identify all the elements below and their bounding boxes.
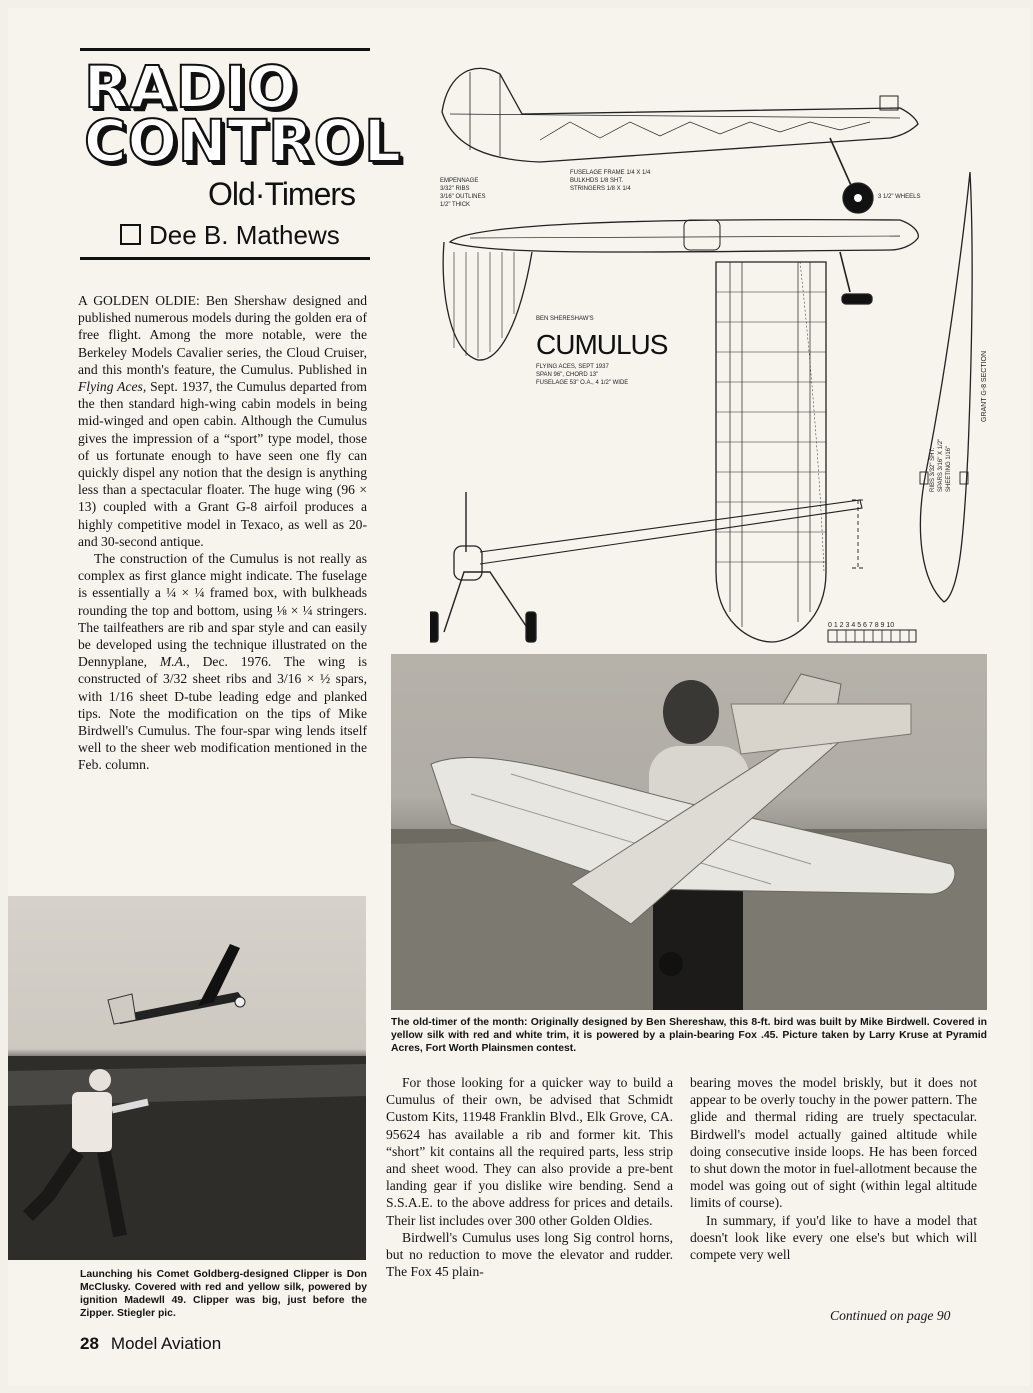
paragraph-summary: In summary, if you'd like to have a model that doesn't look like every one else's but which will compete very well [690,1212,977,1263]
launch-photo-clipper [8,896,366,1260]
paragraph-control-horns: Birdwell's Cumulus uses long Sig control horns, but no reduction to move the elevator and rudder. The Fox 45 plain- [386,1229,673,1280]
scale-numbers: 0 1 2 3 4 5 6 7 8 9 10 [828,622,895,629]
empennage-label: EMPENNAGE [440,178,479,184]
author-name: Dee B. Mathews [149,220,340,250]
article-column-3 [690,1074,977,1263]
stabilizer-outline [443,242,532,360]
wheels-label: 3 1/2" WHEELS [878,194,921,200]
header-top-rule [80,48,370,51]
cumulus-plan-drawing [430,52,990,652]
svg-text:STRINGERS 1/8 X 1/4: STRINGERS 1/8 X 1/4 [570,186,631,192]
paragraph-schmidt-kits: For those looking for a quicker way to build a Cumulus of their own, be advised that Schmidt Custom Kits, 11948 Franklin Blvd., Elk Grove, CA. 95624 has available a rib and former kit. This “short” kit contains all the required parts, less strip and sheet wood. They can also provide a pre-bent landing gear if you dislike wire bending. Send a S.S.A.E. to the above address for prices and details. Their list includes over 300 other Golden Oldies. [386,1075,673,1228]
article-column-2 [386,1074,673,1280]
main-photo-caption: The old-timer of the month: Originally designed by Ben Shereshaw, this 8-ft. bird was built by Mike Birdwell. Covered in yellow silk with red and white trim, it is powered by a plain-bearing Fox .45. Picture taken by Larry Kruse at Pyramid Acres, Fort Worth Plainsmen contest. [391,1017,987,1054]
article-column-1 [78,292,367,774]
wing-spec-1: RIBS 3/32" SHT. [930,447,936,492]
launch-photo-caption: Launching his Comet Goldberg-designed Clipper is Don McClusky. Covered with red and yellow silk, powered by ignition Madewll 49. Clipper was big, just before the Zipper. Stiegler pic. [80,1269,367,1319]
title-line-1: RADIO [84,53,298,121]
airfoil-section-label: GRANT G-8 SECTION [981,350,988,422]
wing-spec-3: SHEETING 1/16" [946,445,952,492]
photo-illustration [391,654,987,1010]
fuselage-side-view [442,68,918,162]
fuselage-frame-label: FUSELAGE FRAME 1/4 X 1/4 [570,170,651,176]
page-number: 28 [80,1334,99,1353]
svg-text:3/16" OUTLINES: 3/16" OUTLINES [440,194,486,200]
designer-label: BEN SHERESHAW'S [536,316,594,322]
continued-on-page-link[interactable]: Continued on page 90 [830,1308,951,1323]
wing-planform [716,262,826,642]
main-photo-birdwell-cumulus [391,654,987,1010]
author-byline [120,220,340,251]
header-bottom-rule [80,257,370,260]
plan-title-cumulus: CUMULUS [536,329,668,360]
airfoil-section [920,172,972,602]
spec-line-1: FLYING ACES, SEPT 1937 [536,364,609,370]
checkbox-square-icon [120,224,141,245]
front-view-outline [444,492,530,632]
paragraph-golden-oldie: A GOLDEN OLDIE: Ben Shershaw designed and published numerous models during the golden era of free flight. Among the more notable, were the Berkeley Models Cavalier series, the Cloud Cruiser, and this month's feature, the Cumulus. Published in Flying Aces, Sept. 1937, the Cumulus departed from the then standard high-wing cabin models in being mid-winged and open cabin. Although the Cumulus gives the impression of a “sport” type model, those of us fortunate enough to have seen one fly can quickly dispel any notion that the design is anything less than a spectacular floater. The huge wing (96 × 13) coupled with a Grant G-8 airfoil produces a highly competitive model in Texaco, as well as 20-and 30-second antique. [78,293,367,549]
svg-text:BULKHDS 1/8 SHT.: BULKHDS 1/8 SHT. [570,178,624,184]
spec-line-2: SPAN 96", CHORD 13" [536,372,599,378]
paragraph-construction: The construction of the Cumulus is not really as complex as first glance might indicate. The fuselage is essentially a ¼ × ¼ framed box, with bulkheads rounding the top and bottom, using ⅛ × ¼ stringers. The tailfeathers are rib and spar style and can easily be developed using the technique illustrated on the Dennyplane, M.A., Dec. 1976. The wing is constructed of 3/32 sheet ribs and 3/16 × ½ spars, with 1/16 sheet D-tube leading edge and planked tips. Note the modification on the tips of Mike Birdwell's Cumulus. The four-spar wing lends itself well to the sheer web modification mentioned in the Feb. column. [78,551,367,773]
page-footer [80,1334,221,1354]
svg-text:3/32" RIBS: 3/32" RIBS [440,186,470,192]
svg-text:1/2" THICK: 1/2" THICK [440,202,471,208]
wing-spec-2: SPARS 3/16" X 1/2" [938,438,944,492]
title-line-2: CONTROL [84,107,402,175]
magazine-name: Model Aviation [110,1334,222,1353]
spec-line-3: FUSELAGE 53" O.A., 4 1/2" WIDE [536,380,629,386]
subtitle: Old·Timers [208,176,356,212]
launch-illustration [8,896,366,1260]
paragraph-fox-performance: bearing moves the model briskly, but it does not appear to be overly touchy in the power pattern. The glide and thermal riding are truely spectacular. Birdwell's model actually gained altitude while doing consecutive inside loops. He has been forced to shut down the motor in fuel-allotment because the model was going out of sight (within legal altitude limits of course). [690,1075,977,1211]
